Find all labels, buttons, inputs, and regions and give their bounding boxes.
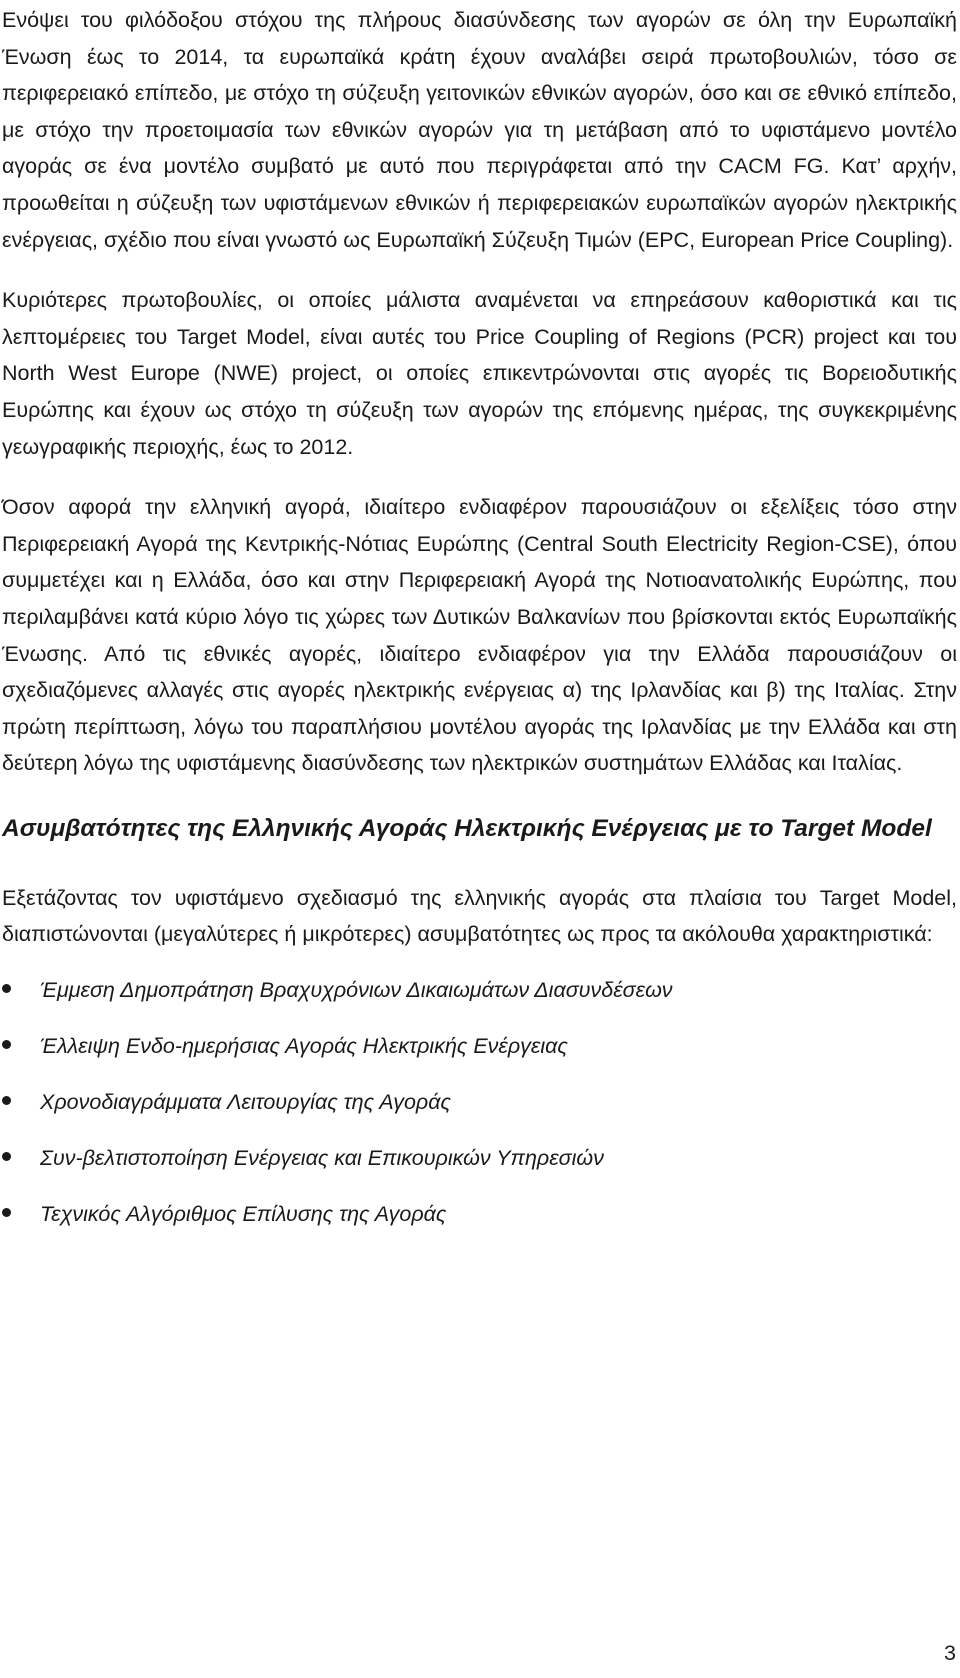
paragraph-main-initiatives: Κυριότερες πρωτοβουλίες, οι οποίες μάλιστα αναμένεται να επηρεάσουν καθοριστικά και τις λεπτομέρειες του Target Model, είναι αυτές του Price Coupling of Regions (PCR) project και του North West Europe (NWE) project, οι οποίες επικεντρώνονται στις αγορές τις Βορειοδυτικής Ευρώπης και έχουν ως στόχο τη σύζευξη των αγορών της επόμενης ημέρας, της συγκεκριμένης γεωγραφικής περιοχής, έως το 2012. <box>2 288 957 459</box>
list-item <box>2 1087 957 1143</box>
list-item <box>2 1031 957 1087</box>
list-item-text: Τεχνικός Αλγόριθμος Επίλυσης της Αγοράς <box>40 1202 447 1227</box>
paragraph-greek-market: Όσον αφορά την ελληνική αγορά, ιδιαίτερο ενδιαφέρον παρουσιάζουν οι εξελίξεις τόσο στην Περιφερειακή Αγορά της Κεντρικής-Νότιας Ευρώπης (Central South Electricity Region-CSE), όπου συμμετέχει και η Ελλάδα, όσο και στην Περιφερειακή Αγορά της Νοτιοανατολικής Ευρώπης, που περιλαμβάνει κατά κύριο λόγο τις χώρες των Δυτικών Βαλκανίων που βρίσκονται εκτός Ευρωπαϊκής Ένωσης. Από τις εθνικές αγορές, ιδιαίτερο ενδιαφέρον για την Ελλάδα παρουσιάζουν οι σχεδιαζόμενες αλλαγές στις αγορές ηλεκτρικής ενέργειας α) της Ιρλανδίας και β) της Ιταλίας. Στην πρώτη περίπτωση, λόγω του παραπλήσιου μοντέλου αγοράς της Ιρλανδίας με την Ελλάδα και στη δεύτερη λόγω της υφιστάμενης διασύνδεσης των ηλεκτρικών συστημάτων Ελλάδας και Ιταλίας. <box>2 495 957 776</box>
list-item-text: Έμμεση Δημοπράτηση Βραχυχρόνιων Δικαιωμάτων Διασυνδέσεων <box>40 978 673 1003</box>
bullet-icon <box>2 1096 11 1105</box>
list-item-text: Χρονοδιαγράμματα Λειτουργίας της Αγοράς <box>40 1090 451 1115</box>
document-page <box>2 0 957 1255</box>
incompatibilities-list <box>2 975 957 1255</box>
page-number: 3 <box>944 1641 956 1665</box>
list-item <box>2 975 957 1031</box>
bullet-icon <box>2 984 11 993</box>
list-item <box>2 1143 957 1199</box>
bullet-icon <box>2 1208 11 1217</box>
paragraph-market-coupling-initiatives: Ενόψει του φιλόδοξου στόχου της πλήρους διασύνδεσης των αγορών σε όλη την Ευρωπαϊκή Ένωση έως το 2014, τα ευρωπαϊκά κράτη έχουν αναλάβει σειρά πρωτοβουλιών, τόσο σε περιφερειακό επίπεδο, με στόχο τη σύζευξη γειτονικών εθνικών αγορών, όσο και σε εθνικό επίπεδο, με στόχο την προετοιμασία των εθνικών αγορών για τη μετάβαση από το υφιστάμενο μοντέλο αγοράς σε ένα μοντέλο συμβατό με αυτό που περιγράφεται από την CACM FG. Κατ’ αρχήν, προωθείται η σύζευξη των υφιστάμενων εθνικών ή περιφερειακών ευρωπαϊκών αγορών ηλεκτρικής ενέργειας, σχέδιο που είναι γνωστό ως Ευρωπαϊκή Σύζευξη Τιμών (EPC, European Price Coupling). <box>2 8 957 252</box>
bullet-icon <box>2 1040 11 1049</box>
list-item <box>2 1199 957 1255</box>
paragraph-incompatibilities-intro: Εξετάζοντας τον υφιστάμενο σχεδιασμό της ελληνικής αγοράς στα πλαίσια του Target Model, διαπιστώνονται (μεγαλύτερες ή μικρότερες) ασυμβατότητες ως προς τα ακόλουθα χαρακτηριστικά: <box>2 885 957 947</box>
bullet-icon <box>2 1152 11 1161</box>
section-heading: Ασυμβατότητες της Ελληνικής Αγοράς Ηλεκτρικής Ενέργειας με το Target Model <box>2 814 932 842</box>
list-item-text: Συν-βελτιστοποίηση Ενέργειας και Επικουρικών Υπηρεσιών <box>40 1146 604 1171</box>
list-item-text: Έλλειψη Ενδο-ημερήσιας Αγοράς Ηλεκτρικής Ενέργειας <box>40 1034 568 1059</box>
